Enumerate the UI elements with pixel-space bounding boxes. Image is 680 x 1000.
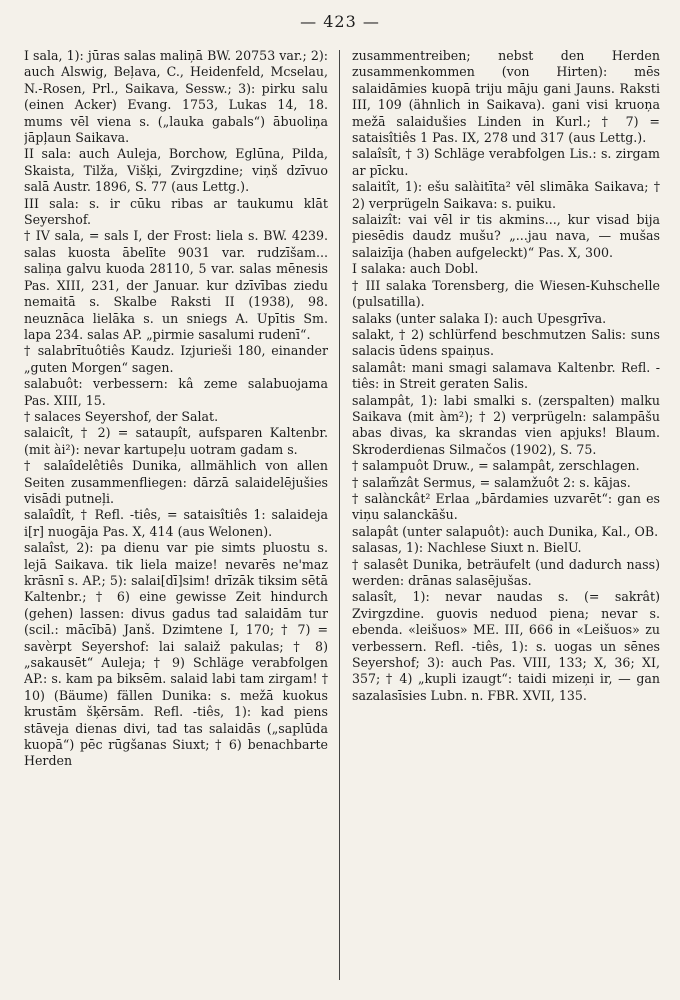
dictionary-entry: † salasêt Dunika, beträufelt (und dadurch nass) werden: drānas salasējušas. bbox=[352, 556, 660, 588]
dictionary-entry: salampât, 1): labi smalki s. (zerspalten) malku Saikava (mit àm²); † 2) verprügeln: salampāšu abas divas, ka skrandas vien apjuks! Blaum. Skroderdienas Silmačos (1902), S. 75. bbox=[352, 392, 660, 457]
dictionary-entry: salapât (unter salapuôt): auch Dunika, Kal., OB. bbox=[352, 523, 659, 539]
dictionary-entry: salamât: mani smagi salamava Kaltenbr. Refl. -tiês: in Streit geraten Salis. bbox=[352, 359, 660, 392]
dictionary-entry: salaks (unter salaka I): auch Upesgrīva. bbox=[352, 310, 607, 326]
dictionary-entry: salaicît, † 2) = sataupît, aufsparen Kaltenbr. (mit ài²): nevar kartupeļu uotram gadam s. bbox=[24, 425, 328, 457]
dictionary-entry: † salabrītuôtiês Kaudz. Izjurieši 180, einander „guten Morgen“ sagen. bbox=[24, 343, 328, 375]
dictionary-entry: I salaka: auch Dobl. bbox=[352, 261, 479, 277]
dictionary-entry: salaîsît, † 3) Schläge verabfolgen Lis.: s. zirgam ar pīcku. bbox=[352, 146, 660, 178]
dictionary-entry: † IV sala, = sals I, der Frost: liela s. BW. 4239. salas kuosta ābelīte 9031 var. rudzīšam... saliņa galvu kuoda 28110, 5 var. salas mēnesis Pas. XIII, 231, der Januar. kur dzīvības ziedu nemaitā s. Skalbe Raksti II (1938), 98. neuznāca lielāka s. un sniegs A. Upītis Sm. lapa 234. salas AP. „pirmie sasalumi rudenī“. bbox=[24, 228, 328, 342]
dictionary-entry: salasît, 1): nevar naudas s. (= sakrât) Zvirgzdine. guovis neduod piena; nevar s. ebenda. «leišuos» ME. III, 666 in «Leišuos» zu verbessern. Refl. -tiês, 1): s. uogas un sēnes Seyershof; 3): auch Pas. VIII, 133; X, 36; XI, 357; † 4) „kupli izaugt“: taidi mizeņi ir, — gan sazalasīsies Lubn. n. FBR. XVII, 135. bbox=[352, 589, 660, 703]
dictionary-entry: † salànckât² Erlaa „bārdamies uzvarēt“: gan es viņu salanckāšu. bbox=[352, 490, 660, 523]
dictionary-entry: salaîdît, † Refl. -tiês, = sataisîtiês 1: salaideja i[r] nuogāja Pas. X, 414 (aus Welonen). bbox=[24, 507, 328, 539]
dictionary-entry: † salampuôt Druw., = salampât, zerschlagen. bbox=[352, 458, 640, 474]
dictionary-entry: salabuôt: verbessern: kâ zeme salabuojama Pas. XIII, 15. bbox=[24, 376, 328, 408]
column-divider bbox=[339, 50, 340, 980]
dictionary-entry: † salam̃zât Sermus, = salamžuôt 2: s. kājas. bbox=[352, 474, 631, 490]
dictionary-entry: zusammentreiben; nebst den Herden zusammenkommen (von Hirten): mēs salaidāmies kuopā triju māju gani Jauns. Raksti III, 109 (ähnlich in Saikava). gani visi kruoņa mežā salaidušies Linden in Kurl.; † 7) = sataisîtiês 1 Pas. IX, 278 und 317 (aus Lettg.). bbox=[352, 48, 660, 146]
left-column bbox=[24, 48, 328, 986]
dictionary-entry: salaîst, 2): pa dienu var pie simts pluostu s. lejā Saikava. tik liela maize! nevarēs ne'maz krāsnī s. AP.; 5): salai[dī]sim! drīzāk tiksim sētā Kaltenbr.; † 6) eine gewisse Zeit hindurch (gehen) lassen: divus gadus tad salaidām tur (scil.: mācībā) Janš. Dzimtene I, 170; † 7) = savèrpt Seyershof: lai salaiž pakulas; † 8) „sakausēt“ Auleja; † 9) Schläge verabfolgen AP.: s. kam pa biksēm. salaid labi tam zirgam! † 10) (Bäume) fällen Dunika: s. mežā kuokus krustām šķērsām. Refl. -tiês, 1): kad piens stāveja dienas divi, tad tas salaidās („saplūda kuopā“) pēc rūgšanas Siuxt; † 6) benachbarte Herden bbox=[24, 540, 328, 769]
dictionary-entry: salaitît, 1): ešu salàitīta² vēl slimāka Saikava; † 2) verprügeln Saikava: s. puiku. bbox=[352, 179, 660, 211]
dictionary-entry: † salaîdelêtiês Dunika, allmählich von allen Seiten zusammenfliegen: dārzā salaidelējušies visādi putneļi. bbox=[24, 458, 328, 506]
right-column bbox=[352, 48, 660, 986]
dictionary-entry: III sala: s. ir cūku ribas ar taukumu klāt Seyershof. bbox=[24, 195, 328, 228]
dictionary-entry: salaizît: vai vēl ir tis akmins..., kur visad bija piesēdis daudz mušu? „...jau nava, — mušas salaizīja (haben aufgeleckt)“ Pas. X, 300. bbox=[352, 212, 660, 260]
dictionary-entry: † III salaka Torensberg, die Wiesen-Kuhschelle (pulsatilla). bbox=[352, 277, 660, 310]
dictionary-entry: II sala: auch Auleja, Borchow, Eglūna, Pilda, Skaista, Tilža, Višķi, Zvirgzdine; viņš dzīvuo salā Austr. 1896, S. 77 (aus Lettg.). bbox=[24, 146, 328, 195]
dictionary-entry: I sala, 1): jūras salas maliņā BW. 20753 var.; 2): auch Alswig, Beļava, C., Heidenfeld, Mcselau, N.-Rosen, Prl., Saikava, Sessw.; 3): pirku salu (einen Acker) Evang. 1753, Lukas 14, 18. mums vēl viena s. („lauka gabals“) ābuoliņa jāpļaun Saikava. bbox=[24, 48, 328, 146]
dictionary-entry: † salaces Seyershof, der Salat. bbox=[24, 408, 219, 424]
dictionary-entry: salakt, † 2) schlürfend beschmutzen Salis: suns salacis ūdens spaiņus. bbox=[352, 326, 660, 359]
page-number: — 423 — bbox=[300, 12, 380, 31]
dictionary-entry: salasas, 1): Nachlese Siuxt n. BielU. bbox=[352, 540, 582, 556]
